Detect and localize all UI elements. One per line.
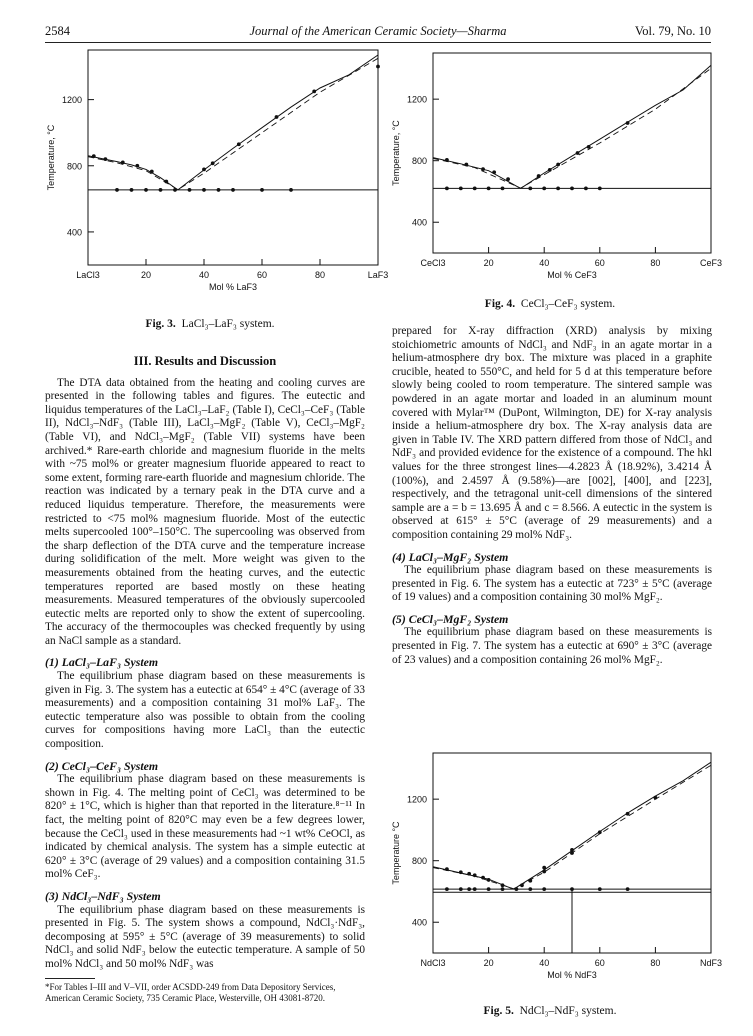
right-paragraph-1: prepared for X-ray diffraction (XRD) analysis by mixing stoichiometric amounts of NdCl₃ and NdF₃ in an agate mortar in a helium-atmosphere dry box. The mixture was placed in a graphite crucible, heated to 550°C, and held for 5 d at this temperature before slowly being cooled to room temperature. The sintered sample was powdered in an agate mortar and loaded in an aluminum mount covered with Mylar™ (DuPont, Wilmington, DE) for X-ray analysis inside a helium-atmosphere dry box. The X-ray analysis data are given in Table IV. The XRD pattern differed from those of NdCl₃ and NdF₃ and provided evidence for the existence of a compound. The hkl values for the three strongest lines—4.2823 Å (18.92%), 3.4214 Å (100%), and 2.4597 Å (9.58%)—are [002], [400], and [223], respectively, and the tetragonal unit-cell dimensions of the sintered sample are a = b = 13.695 Å and c = 8.566. A eutectic in the system is observed at 615° ± 5°C (average of 29 measurements) and a composition containing 29 mol% NdF₃.	[392, 325, 712, 541]
y-tick-label: 800	[411, 856, 427, 867]
figure-4-label: Fig. 4.	[484, 298, 516, 310]
data-point	[598, 186, 602, 190]
y-tick-label: 1200	[61, 95, 82, 106]
x-tick-label: 40	[198, 270, 210, 280]
data-point	[173, 188, 177, 192]
data-point	[144, 188, 148, 192]
data-point	[556, 186, 560, 190]
data-point	[542, 887, 546, 891]
y-axis-label: Temperature, °C	[46, 124, 56, 191]
data-point	[537, 174, 541, 178]
x-tick-label: 40	[539, 258, 550, 268]
data-point	[211, 161, 215, 165]
running-header	[45, 24, 711, 40]
data-point	[528, 879, 532, 883]
journal-title: Journal of the American Ceramic Society—Sharma	[249, 24, 507, 38]
figure-5-caption	[385, 1005, 715, 1017]
data-point	[130, 188, 134, 192]
data-point	[584, 186, 588, 190]
data-point	[202, 168, 206, 172]
subsection-1-title: (1) LaCl₃–LaF₃ System	[45, 655, 159, 670]
figure-3-chart	[40, 45, 389, 310]
x-tick-label: 20	[483, 258, 494, 268]
data-point	[92, 154, 96, 158]
y-tick-label: 1200	[406, 94, 427, 105]
intro-paragraph: The DTA data obtained from the heating and cooling curves are presented in the following tables and figures. The eutectic and liquidus temperatures of the LaCl₃–LaF₂ (Table I), CeCl₃–CeF₃ (Table II), NdCl₃–NdF₃ (Table III), LaCl₃–MgF₂ (Table V), CeCl₃–MgF₂ (Table VI), and NdCl₃–MgF₂ (Table VII) systems have been archived.* Rare-earth chloride and magnesium fluoride in the melts with ~75 mol% or greater magnesium fluoride appeared to react to some extent, forming rare-earth fluoride and magnesium chloride. The reaction was indicated by a ternary peak in the DTA curve and a reduced liquidus temperature. Therefore, the measurements were restricted to <75 mol% magnesium fluoride. Most of the eutectic melts supercooled 100°–150°C. The supercooling was observed from the sharp deflection of the DTA curve and the temperature increase during solidification of the melt. More weight was given to the measurements obtained from the heating curves, and the eutectic temperatures reported are based mostly on these heating measurements. Measured temperatures of the obviously supercooled eutectic melts are reported only to show the extent of supercooling. The accuracy of the thermocouples was checked frequently by using an NaCl sample as a standard.	[45, 376, 365, 647]
data-point	[150, 170, 154, 174]
footnote: *For Tables I–III and V–VII, order ACSDD-249 from Data Depository Services, American Ceramic Society, 735 Ceramic Place, Westerville, OH 43081-8720.	[45, 982, 336, 1003]
data-point	[487, 878, 491, 882]
x-axis-label: Mol % LaF3	[208, 282, 258, 292]
data-point	[459, 870, 463, 874]
data-point	[528, 887, 532, 891]
x-axis-label: Mol % NdF3	[547, 970, 597, 980]
page-number: 2584	[45, 24, 70, 38]
data-point	[520, 883, 524, 887]
x-tick-label: 60	[594, 958, 605, 968]
data-point	[570, 848, 574, 852]
data-point	[188, 188, 192, 192]
subsection-3-title: (3) NdCl₃–NdF₃ System	[45, 888, 161, 903]
data-point	[587, 145, 591, 149]
liquidus-cooling-line	[433, 68, 711, 188]
x-tick-label: 80	[650, 958, 661, 968]
data-point	[473, 887, 477, 891]
data-point	[501, 887, 505, 891]
liquidus-right-line	[178, 55, 378, 190]
data-point	[481, 876, 485, 880]
x-axis-label: Mol % CeF3	[547, 270, 597, 280]
data-point	[445, 887, 449, 891]
y-tick-label: 800	[66, 161, 82, 172]
left-column	[45, 355, 365, 972]
data-point	[275, 115, 279, 119]
x-tick-label: 60	[594, 258, 605, 268]
data-point	[202, 188, 206, 192]
data-point	[473, 873, 477, 877]
data-point	[459, 186, 463, 190]
x-right-component-label: CeF3	[699, 258, 723, 268]
figure-3-label: Fig. 3.	[145, 318, 176, 330]
subsection-5-title: (5) CeCl₃–MgF₂ System	[392, 611, 509, 626]
data-point	[542, 866, 546, 870]
data-point	[135, 164, 139, 168]
x-right-component-label: NdF3	[699, 958, 723, 968]
data-point	[467, 872, 471, 876]
data-point	[467, 887, 471, 891]
subsection-5-text: The equilibrium phase diagram based on these measurements is presented in Fig. 7. The system has a eutectic at 690° ± 3°C (average of 23 values) and a composition containing 26 mol% MgF₂.	[392, 626, 712, 666]
footnote-rule	[45, 978, 95, 979]
y-tick-label: 1200	[406, 794, 427, 805]
data-point	[237, 142, 241, 146]
data-point	[487, 887, 491, 891]
y-tick-label: 400	[411, 917, 427, 928]
subsection-3-text: The equilibrium phase diagram based on these measurements is presented in Fig. 5. The system shows a compound, NdCl₃·NdF₃, decomposing at 595° ± 5°C (average of 39 measurements) to solid NdCl₃ and solid NdF₃ below the eutectic temperature. A sample of 50 mol% NdCl₃ and 50 mol% NdF₃ was	[45, 903, 365, 970]
data-point	[231, 188, 235, 192]
volume-info: Vol. 79, No. 10	[634, 24, 711, 38]
data-point	[542, 870, 546, 874]
data-point	[626, 812, 630, 816]
liquidus-left-line	[433, 158, 521, 189]
subsection-2-text: The equilibrium phase diagram based on these measurements is shown in Fig. 4. The melting point of CeCl₃ was determined to be 820° ± 1°C, which is higher than that reported in the literature.⁸⁻¹¹ In fact, the melting point of 820°C may even be a few degrees lower, because the CeCl₃ used in these measurements had ~1 wt% CeOCl, as indicated by chemical analysis. The system has a simple eutectic at 620° ± 3°C (average of 29 values) and a composition containing 31.5 mol% CeF₃.	[45, 773, 365, 881]
data-point	[576, 151, 580, 155]
x-left-component-label: CeCl3	[420, 258, 446, 268]
section-heading: III. Results and Discussion	[133, 354, 277, 368]
data-point	[626, 121, 630, 125]
data-point	[487, 186, 491, 190]
liquidus-cooling-line	[433, 765, 711, 889]
data-point	[459, 887, 463, 891]
subsection-4-title: (4) LaCl₃–MgF₂ System	[392, 549, 509, 564]
x-tick-label: 40	[539, 958, 550, 968]
liquidus-cooling-line	[88, 58, 378, 189]
data-point	[556, 163, 560, 167]
figure-5-chart	[385, 745, 723, 990]
plot-frame	[433, 53, 711, 253]
y-axis-label: Temperature °C	[391, 821, 401, 885]
figure-5-text: NdCl₃–NdF₃ system.	[519, 1005, 617, 1017]
x-tick-label: 80	[650, 258, 661, 268]
data-point	[445, 867, 449, 871]
header-rule	[45, 42, 711, 43]
data-point	[528, 186, 532, 190]
plot-frame	[88, 50, 378, 265]
data-point	[464, 163, 468, 167]
data-point	[654, 796, 658, 800]
data-point	[501, 186, 505, 190]
data-point	[492, 170, 496, 174]
x-left-component-label: NdCl3	[420, 958, 446, 968]
data-point	[115, 188, 119, 192]
x-tick-label: 60	[256, 270, 268, 280]
x-tick-label: 20	[483, 958, 494, 968]
data-point	[312, 89, 316, 93]
data-point	[289, 188, 293, 192]
data-point	[164, 180, 168, 184]
data-point	[445, 158, 449, 162]
figure-4-text: CeCl₃–CeF₃ system.	[520, 298, 616, 310]
y-tick-label: 400	[66, 227, 82, 238]
data-point	[626, 887, 630, 891]
figure-4-chart	[385, 45, 723, 290]
data-point	[501, 883, 505, 887]
figure-4-caption	[385, 298, 715, 310]
y-tick-label: 400	[411, 217, 427, 228]
right-column	[392, 325, 712, 667]
data-point	[481, 167, 485, 171]
y-tick-label: 800	[411, 156, 427, 167]
x-right-component-label: LaF3	[367, 270, 389, 280]
data-point	[159, 188, 163, 192]
x-tick-label: 80	[314, 270, 326, 280]
data-point	[217, 188, 221, 192]
data-point	[598, 887, 602, 891]
data-point	[445, 186, 449, 190]
y-axis-label: Temperature, °C	[391, 120, 401, 186]
data-point	[515, 887, 519, 891]
x-tick-label: 20	[140, 270, 152, 280]
x-left-component-label: LaCl3	[76, 270, 100, 280]
figure-3-text: LaCl₃–LaF₃ system.	[181, 318, 275, 330]
data-point	[260, 188, 264, 192]
data-point	[121, 161, 125, 165]
liquidus-left-line	[88, 156, 178, 190]
data-point	[598, 830, 602, 834]
data-point	[548, 168, 552, 172]
figure-3-caption	[40, 318, 380, 330]
figure-5-label: Fig. 5.	[483, 1005, 514, 1017]
subsection-4-text: The equilibrium phase diagram based on these measurements is presented in Fig. 6. The system has a eutectic at 723° ± 5°C (average of 19 values) and a composition containing 30 mol% MgF₂.	[392, 564, 712, 604]
data-point	[473, 186, 477, 190]
data-point	[570, 887, 574, 891]
subsection-2-title: (2) CeCl₃–CeF₃ System	[45, 758, 159, 773]
data-point	[506, 177, 510, 181]
data-point	[542, 186, 546, 190]
data-point	[104, 157, 108, 161]
data-point	[376, 65, 380, 69]
data-point	[570, 186, 574, 190]
subsection-1-text: The equilibrium phase diagram based on these measurements is given in Fig. 3. The system has a eutectic at 654° ± 4°C (average of 33 measurements) and a composition containing 31 mol% LaF₃. The eutectic temperature also was possible to obtain from the cooling curves for compositions having more LaCl₃ than the eutectic composition.	[45, 670, 365, 751]
